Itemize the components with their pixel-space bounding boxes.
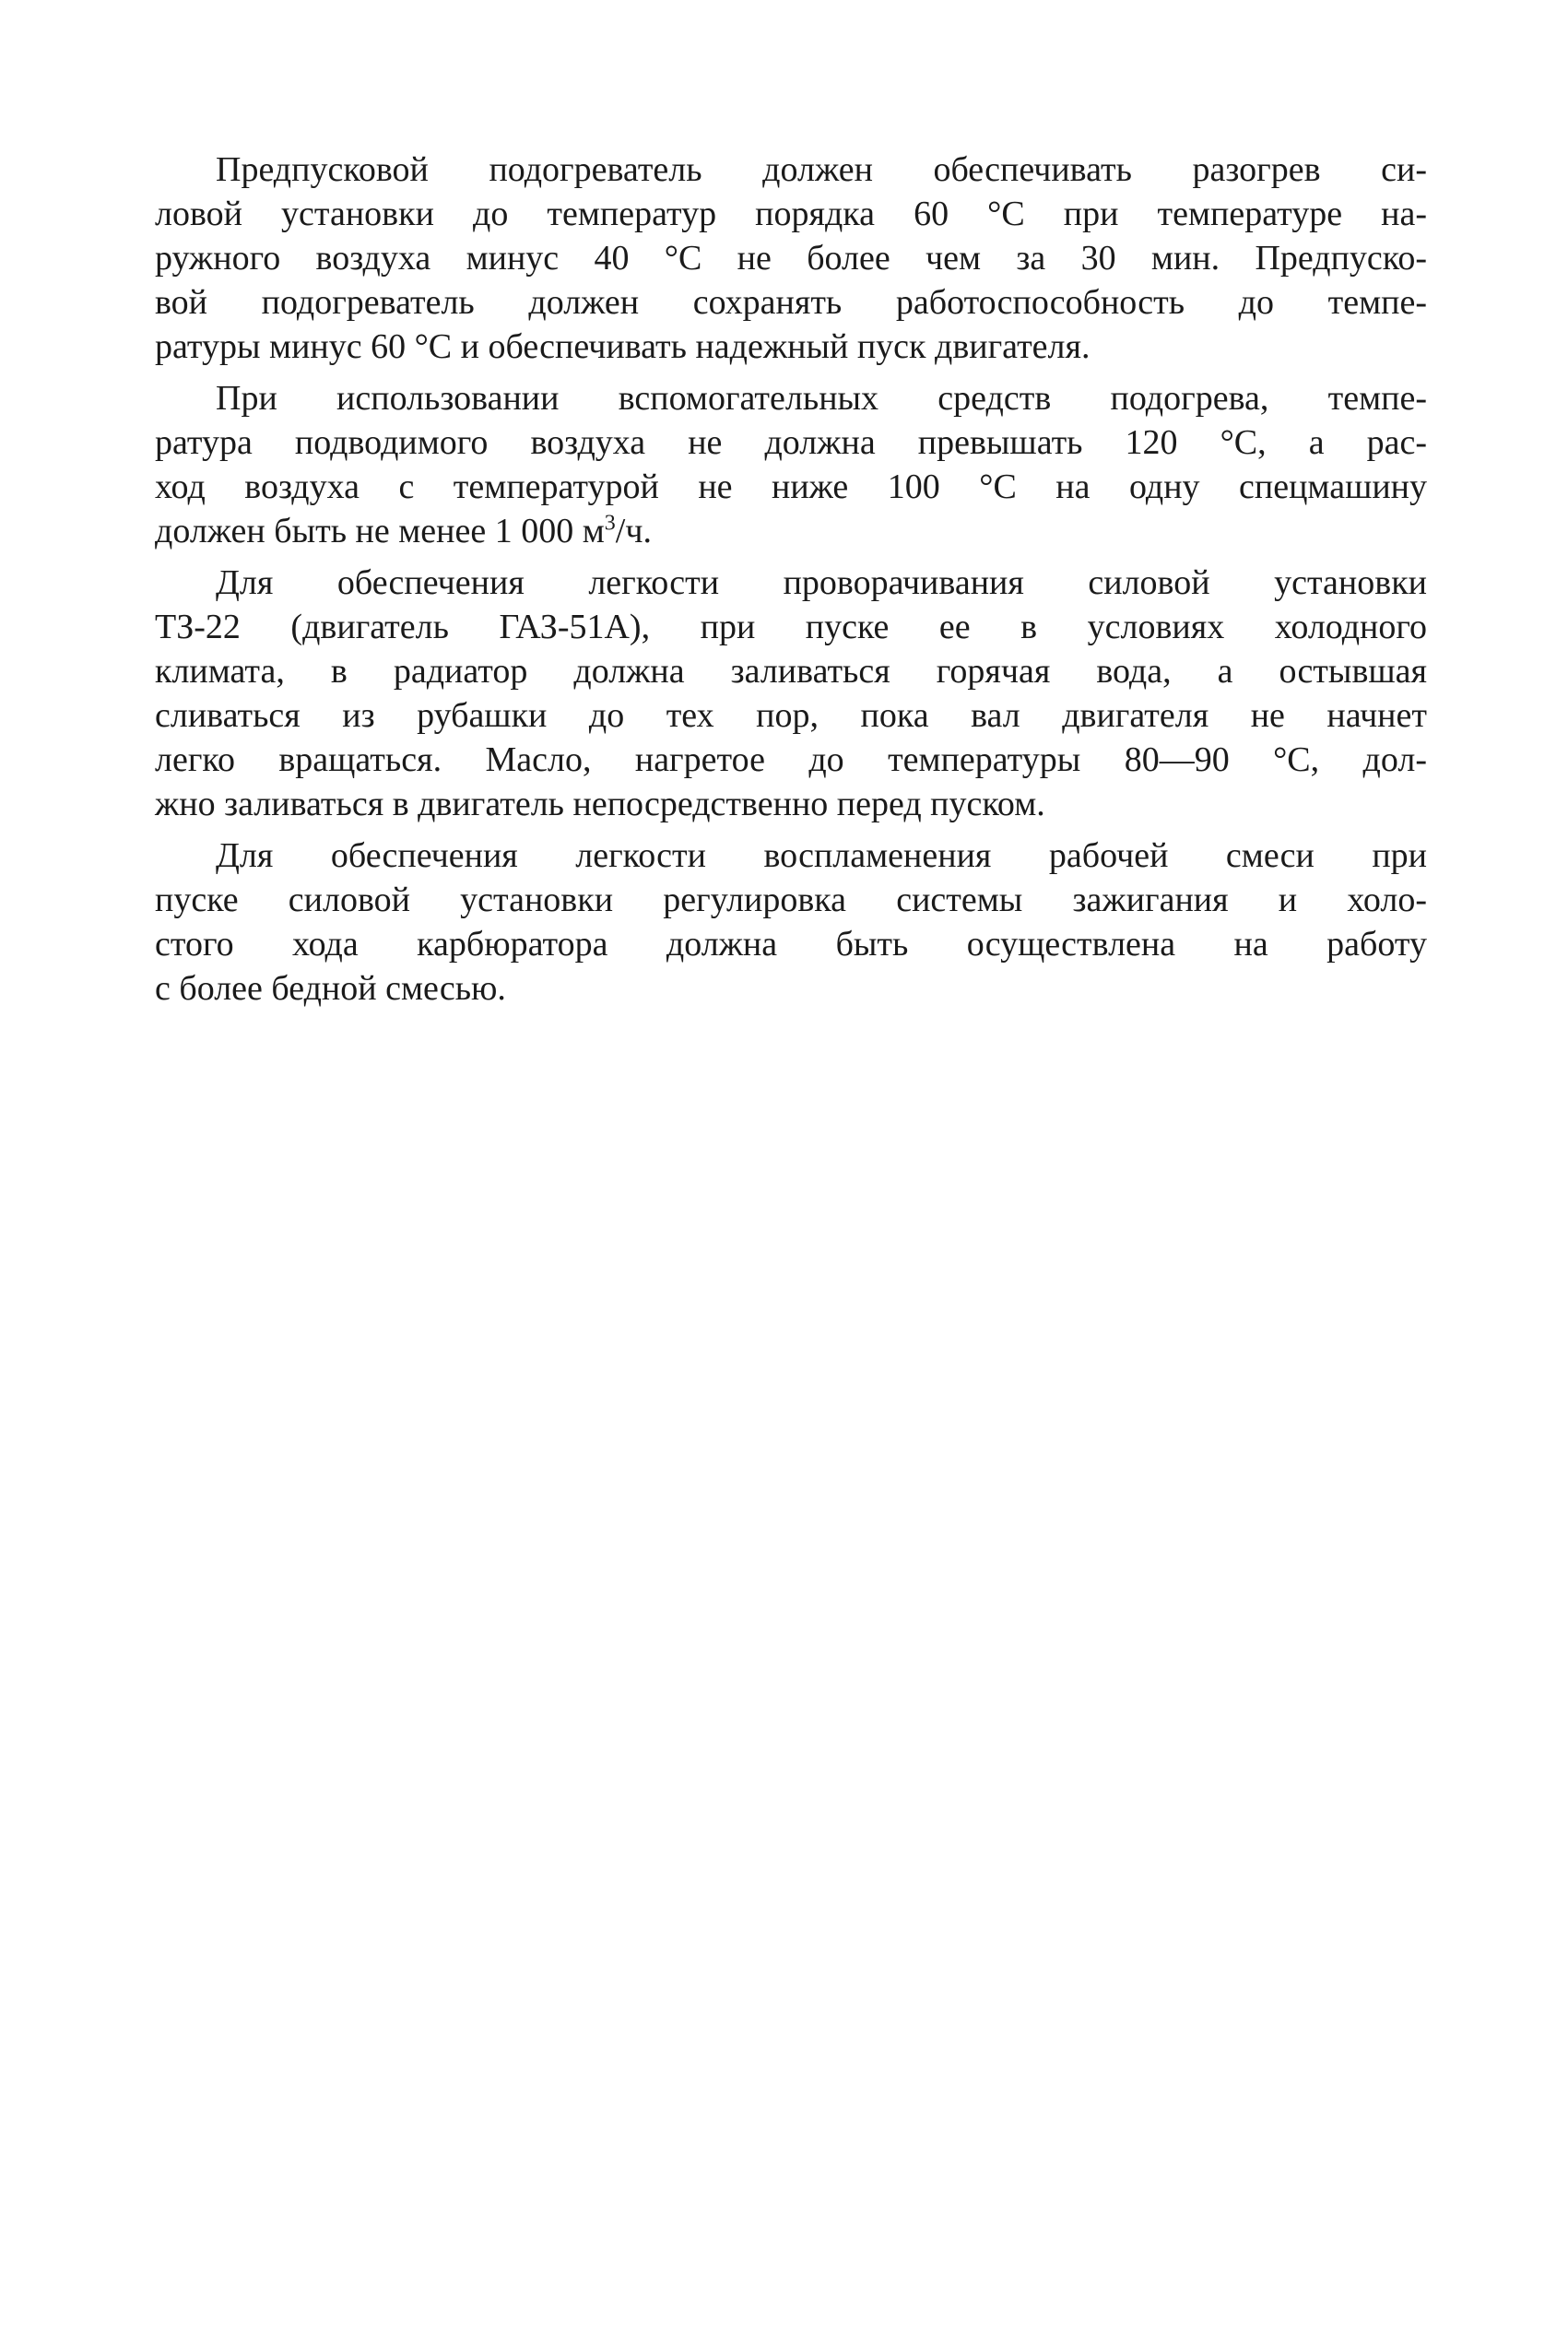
text-line: жно заливаться в двигатель непосредственно перед пуском. xyxy=(155,785,1045,823)
text-line: с более бедной смесью. xyxy=(155,969,506,1008)
text-line: Для обеспечения легкости воспламенения рабочей смеси при xyxy=(216,836,1427,875)
text-line: ружного воздуха минус 40 °С не более чем за 30 мин. Предпуско- xyxy=(155,239,1427,278)
body-text xyxy=(155,148,1427,1018)
text-line: ход воздуха с температурой не ниже 100 °С на одну спецмашину xyxy=(155,467,1427,506)
text-line: стого хода карбюратора должна быть осуществлена на работу xyxy=(155,925,1427,964)
paragraph-cranking xyxy=(155,561,1427,826)
text-line: Для обеспечения легкости проворачивания силовой установки xyxy=(216,563,1427,602)
paragraph-preheater xyxy=(155,148,1427,369)
text-line: Предпусковой подогреватель должен обеспечивать разогрев си- xyxy=(216,150,1427,189)
text-line: климата, в радиатор должна заливаться горячая вода, а остывшая xyxy=(155,652,1427,691)
text-line: При использовании вспомогательных средств подогрева, темпе- xyxy=(216,379,1427,418)
text-line: ратуры минус 60 °С и обеспечивать надежный пуск двигателя. xyxy=(155,327,1091,366)
text-fragment: должен быть не менее 1 000 м xyxy=(155,512,605,550)
text-line: ратура подводимого воздуха не должна превышать 120 °С, а рас- xyxy=(155,423,1427,462)
text-line: вой подогреватель должен сохранять работоспособность до темпе- xyxy=(155,283,1427,322)
text-line: пуске силовой установки регулировка системы зажигания и холо- xyxy=(155,881,1427,919)
text-line xyxy=(155,509,1427,553)
text-line: ловой установки до температур порядка 60 °С при температуре на- xyxy=(155,195,1427,233)
text-line: ТЗ-22 (двигатель ГАЗ-51А), при пуске ее в условиях холодного xyxy=(155,608,1427,646)
paragraph-auxiliary-heating xyxy=(155,376,1427,553)
text-line: сливаться из рубашки до тех пор, пока вал двигателя не начнет xyxy=(155,696,1427,735)
paragraph-ignition xyxy=(155,834,1427,1011)
text-fragment: /ч. xyxy=(615,512,652,550)
text-line: легко вращаться. Масло, нагретое до температуры 80—90 °С, дол- xyxy=(155,740,1427,779)
superscript: 3 xyxy=(604,511,616,536)
